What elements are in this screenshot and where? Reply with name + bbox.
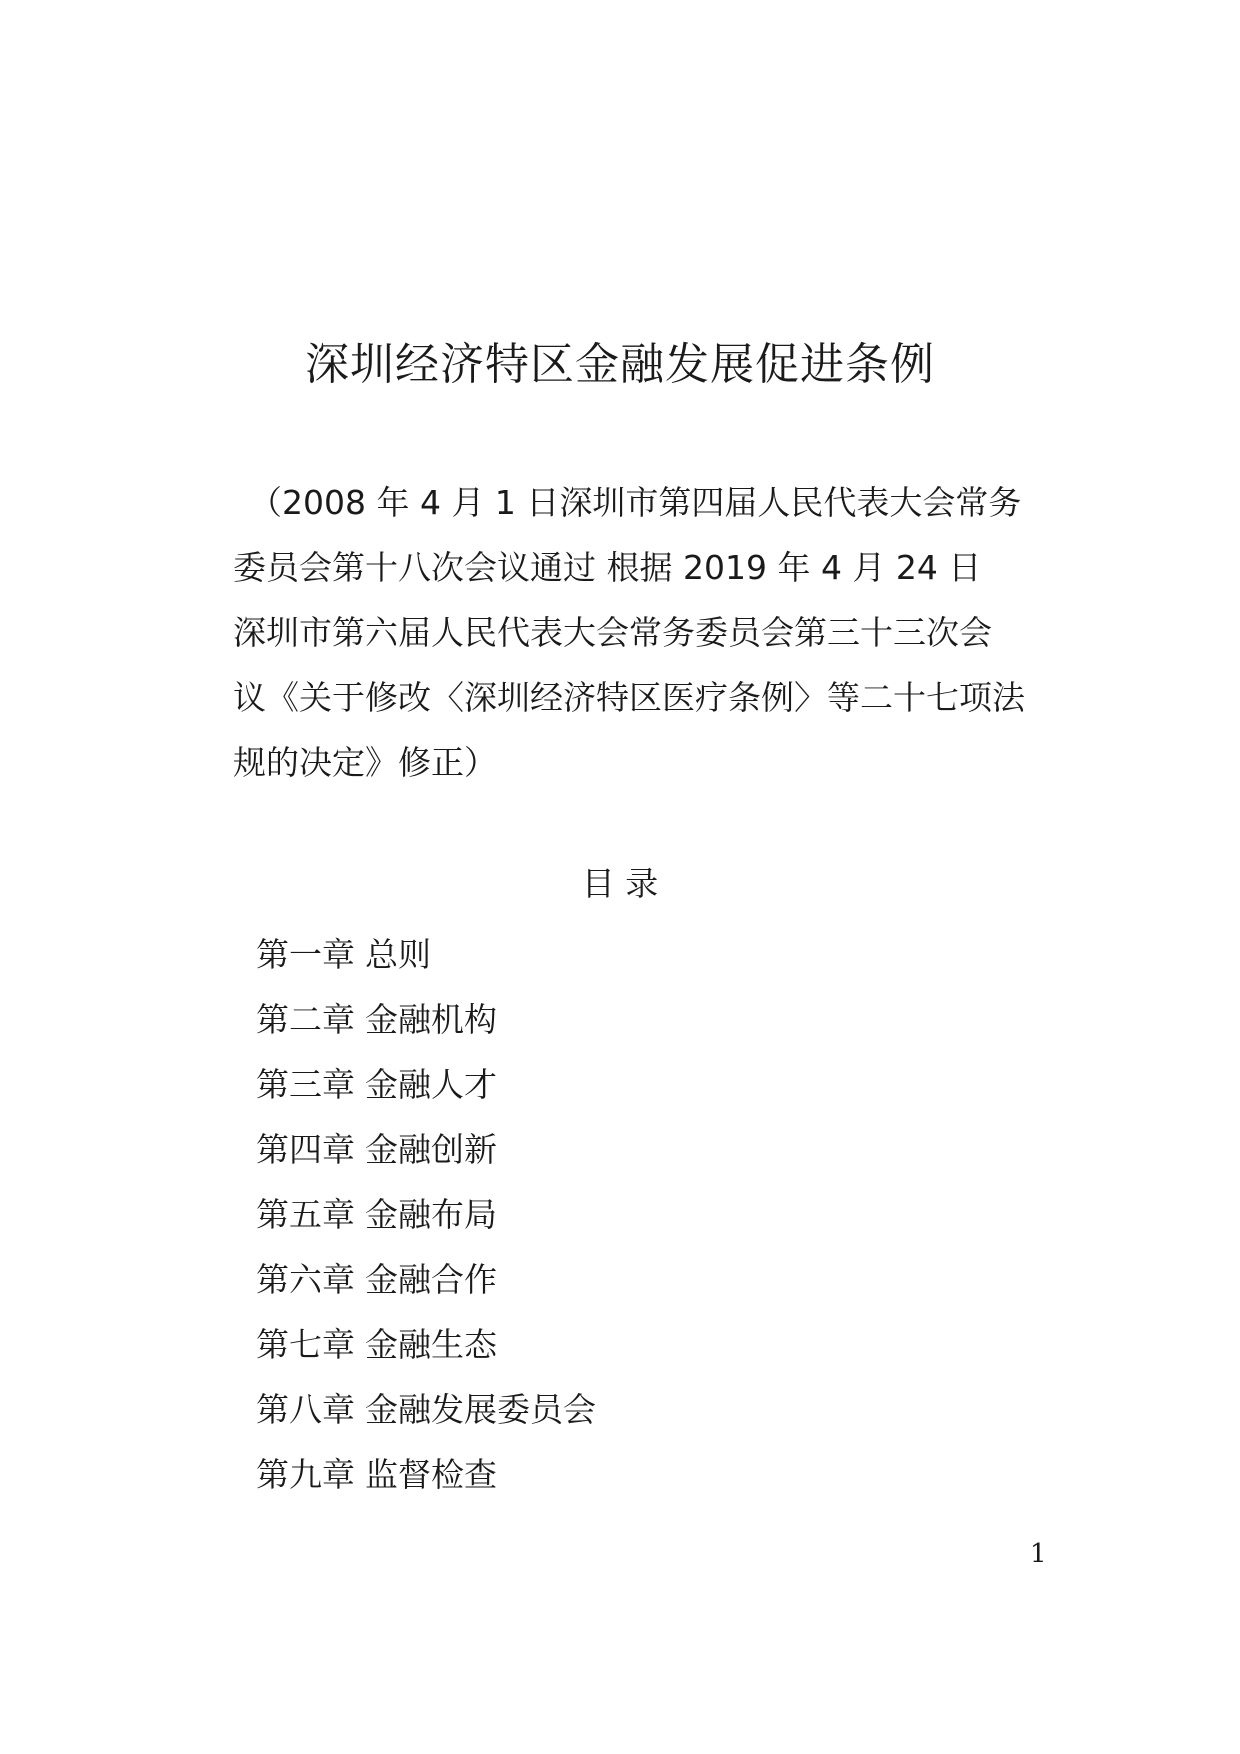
toc-chapter-number: 第三章 (256, 1065, 355, 1104)
toc-chapter-title: 金融人才 (365, 1065, 497, 1104)
toc-chapter-number: 第九章 (256, 1455, 355, 1494)
toc-chapter-number: 第一章 (256, 935, 355, 974)
toc-item (256, 1442, 596, 1507)
toc-chapter-title: 金融发展委员会 (365, 1390, 596, 1429)
adoption-note-line: 议《关于修改〈深圳经济特区医疗条例〉等二十七项法 (233, 678, 1025, 717)
toc-chapter-number: 第二章 (256, 1000, 355, 1039)
toc-chapter-number: 第四章 (256, 1130, 355, 1169)
toc-item (256, 987, 596, 1052)
toc-item (256, 1247, 596, 1312)
toc-item (256, 922, 596, 987)
adoption-note-line: （2008 年 4 月 1 日深圳市第四届人民代表大会常务 (249, 483, 1022, 522)
toc-item (256, 1052, 596, 1117)
toc-item (256, 1377, 596, 1442)
toc-chapter-title: 金融生态 (365, 1325, 497, 1364)
toc-chapter-title: 金融创新 (365, 1130, 497, 1169)
toc-item (256, 1182, 596, 1247)
page-number: 1 (1030, 1539, 1047, 1569)
table-of-contents (256, 922, 596, 1507)
toc-chapter-title: 金融机构 (365, 1000, 497, 1039)
adoption-note-line: 规的决定》修正） (233, 743, 497, 782)
toc-chapter-title: 总则 (365, 935, 431, 974)
toc-chapter-number: 第七章 (256, 1325, 355, 1364)
toc-item (256, 1312, 596, 1377)
toc-chapter-title: 金融布局 (365, 1195, 497, 1234)
toc-chapter-number: 第五章 (256, 1195, 355, 1234)
adoption-note-line: 委员会第十八次会议通过 根据 2019 年 4 月 24 日 (233, 548, 982, 587)
toc-item (256, 1117, 596, 1182)
document-title: 深圳经济特区金融发展促进条例 (305, 339, 935, 390)
toc-chapter-title: 金融合作 (365, 1260, 497, 1299)
toc-chapter-title: 监督检查 (365, 1455, 497, 1494)
toc-chapter-number: 第六章 (256, 1260, 355, 1299)
adoption-note-line: 深圳市第六届人民代表大会常务委员会第三十三次会 (233, 613, 992, 652)
adoption-note (233, 470, 1025, 795)
toc-chapter-number: 第八章 (256, 1390, 355, 1429)
toc-heading: 目 录 (581, 864, 659, 903)
